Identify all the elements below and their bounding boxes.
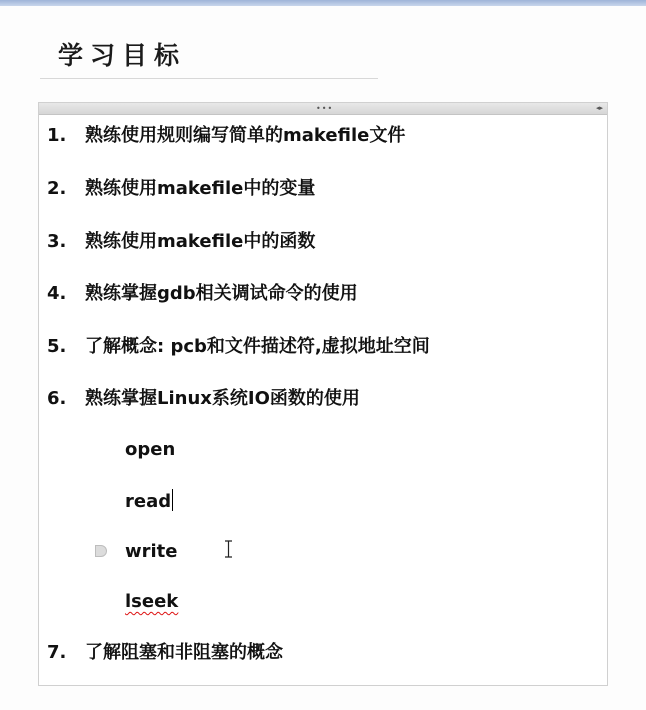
objective-item-6 <box>47 387 360 411</box>
objective-number: 5. <box>47 336 67 357</box>
slide-title: 学习目标 <box>58 41 187 70</box>
textbox-frame-bar[interactable] <box>39 103 607 115</box>
io-function-lseek-line <box>125 590 178 614</box>
slide-bullet-marker-icon[interactable] <box>95 545 107 557</box>
objective-text: 了解概念: pcb和文件描述符,虚拟地址空间 <box>85 336 430 357</box>
objective-number: 6. <box>47 388 67 409</box>
objective-item-7 <box>47 641 283 665</box>
title-underline <box>40 78 378 79</box>
objective-number: 1. <box>47 125 67 146</box>
objective-text: 熟练掌握gdb相关调试命令的使用 <box>85 283 358 304</box>
objective-text: 熟练使用规则编写简单的makefile文件 <box>85 125 406 146</box>
objective-number: 7. <box>47 642 67 663</box>
content-textbox[interactable] <box>38 102 608 686</box>
io-function-write: write <box>125 541 178 562</box>
objective-item-5 <box>47 335 430 359</box>
resize-grip-icon[interactable]: ••• <box>316 104 334 113</box>
text-caret <box>172 489 173 511</box>
slide-page <box>0 6 646 710</box>
io-function-read-line[interactable] <box>125 489 173 514</box>
objective-item-3 <box>47 230 315 254</box>
objective-item-2 <box>47 177 315 201</box>
objective-text: 了解阻塞和非阻塞的概念 <box>85 642 283 663</box>
objective-number: 4. <box>47 283 67 304</box>
objective-text: 熟练使用makefile中的函数 <box>85 231 316 252</box>
objective-number: 2. <box>47 178 67 199</box>
objective-number: 3. <box>47 231 67 252</box>
io-function-lseek: lseek <box>125 591 179 612</box>
text-cursor-ibeam-icon <box>224 540 233 558</box>
io-function-read: read <box>125 491 172 512</box>
scroll-arrows-icon[interactable]: ◂▸ <box>595 104 603 112</box>
objective-item-4 <box>47 282 358 306</box>
io-function-open: open <box>125 439 176 460</box>
objective-text: 熟练掌握Linux系统IO函数的使用 <box>85 388 360 409</box>
objective-item-1 <box>47 124 405 148</box>
objective-text: 熟练使用makefile中的变量 <box>85 178 316 199</box>
